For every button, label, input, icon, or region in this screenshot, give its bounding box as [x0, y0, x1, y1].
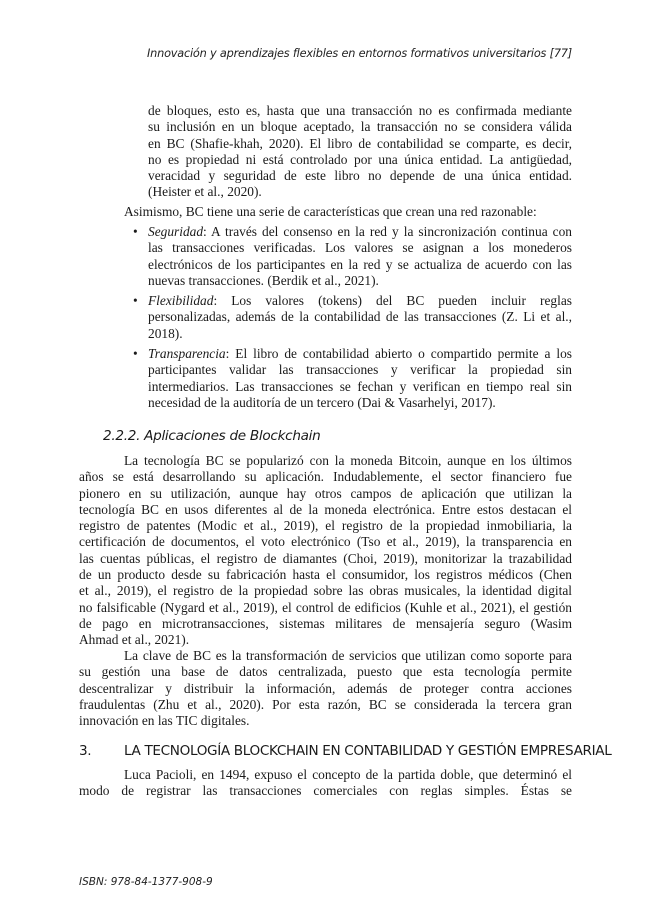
- running-header: Innovación y aprendizajes flexibles en entornos formativos universitarios [77]: [147, 47, 572, 60]
- bullet-label: Flexibilidad: [148, 293, 214, 309]
- text-line: [148, 346, 572, 362]
- bullet-list: [133, 224, 572, 411]
- text-line: veracidad y seguridad de este libro no depende de una única entidad.: [148, 168, 572, 184]
- text-line: La tecnología BC se popularizó con la moneda Bitcoin, aunque en los últimos: [124, 453, 572, 468]
- bullet-icon: •: [133, 293, 138, 309]
- section-heading-3: [79, 743, 611, 759]
- intro-line-block: [124, 204, 574, 220]
- text-line: [148, 224, 572, 240]
- bullet-label: Seguridad: [148, 224, 204, 239]
- text-line: innovación en las TIC digitales.: [79, 713, 250, 729]
- text-line: de bloques, esto es, hasta que una transacción no es confirmada mediante: [148, 103, 572, 118]
- paragraph-key: [79, 648, 572, 729]
- text-line: necesidad de la auditoría de un tercero (Dai & Vasarhelyi, 2017).: [148, 394, 496, 410]
- paragraph-applications: [79, 453, 572, 649]
- text-line: certificación de documentos, el voto electrónico (Tso et al., 2019), la transparencia en: [79, 534, 572, 550]
- bullet-text: : Los valores (tokens) del BC pueden incluir reglas: [213, 293, 572, 309]
- section-number: 3.: [79, 743, 92, 759]
- text-line: las cuentas públicas, el registro de diamantes (Choi, 2019), monitorizar la trazabilidad: [79, 550, 572, 566]
- text-line: registro de patentes (Modic et al., 2019), el registro de la propiedad inmobiliaria, la: [79, 518, 572, 534]
- text-line: electrónicos de los participantes en la red y se actualiza de acuerdo con las: [148, 256, 572, 272]
- text-line: de pago en microtransacciones, sistemas militares de mensajería seguro (Wasim: [79, 615, 572, 631]
- text-line: participantes validar las transacciones y verificar la propiedad sin: [148, 362, 572, 378]
- text-line: [148, 293, 572, 309]
- text-line: su inclusión en un bloque aceptado, la transacción no se considera válida: [148, 119, 572, 135]
- text-line: de un producto desde su fabricación hasta el consumidor, los registros médicos (Chen: [79, 567, 572, 583]
- text-line: La clave de BC es la transformación de servicios que utilizan como soporte para: [124, 648, 572, 663]
- text-line: pionero en su utilización, aunque hay otros campos de aplicación que utilizan la: [79, 485, 572, 501]
- text-line: personalizadas, además de la contabilidad de las transacciones (Z. Li et al.,: [148, 309, 572, 325]
- text-line: fraudulentas (Zhu et al., 2020). Por esta razón, BC se considerada la tercera gran: [79, 696, 572, 712]
- text-line: 2018).: [148, 325, 183, 341]
- text-line: años se está desarrollando su aplicación. Indudablemente, el sector financiero fue: [79, 469, 572, 485]
- text-line: Ahmad et al., 2021).: [79, 632, 190, 648]
- text-line: tecnología BC en usos diferentes al de la moneda electrónica. Entre estos destacan el: [79, 501, 572, 517]
- text-line: las transacciones verificadas. Los valores se asignan a los monederos: [148, 240, 572, 256]
- section-title: LA TECNOLOGÍA BLOCKCHAIN EN CONTABILIDAD Y GESTIÓN EMPRESARIAL: [124, 743, 612, 759]
- bullet-text: : El libro de contabilidad abierto o compartido permite a los: [225, 346, 572, 362]
- text-line: modo de registrar las transacciones comerciales con reglas simples. Éstas se: [79, 783, 572, 799]
- text-line: intermediarios. Las transacciones se fechan y verifican en tiempo real sin: [148, 378, 572, 394]
- bullet-item: [133, 293, 572, 342]
- text-line: no falsificable (Nygard et al., 2019), el control de edificios (Kuhle et al., 2021), el gestión: [79, 599, 572, 615]
- text-line: nuevas transacciones. (Berdik et al., 2021).: [148, 272, 379, 288]
- intro-line: Asimismo, BC tiene una serie de características que crean una red razonable:: [124, 204, 537, 219]
- text-line: et al., 2019), el registro de la propiedad sobre las obras musicales, la identidad digital: [79, 583, 572, 599]
- text-line: en BC (Shafie-khah, 2020). El libro de contabilidad se comparte, es decir,: [148, 135, 572, 151]
- text-line: (Heister et al., 2020).: [148, 184, 262, 200]
- isbn-footer: ISBN: 978-84-1377-908-9: [79, 876, 213, 888]
- text-line: descentralizar y distribuir la información, además de proteger contra acciones: [79, 680, 572, 696]
- bullet-icon: •: [133, 224, 138, 239]
- paragraph-pacioli: [79, 767, 572, 800]
- text-line: su gestión una base de datos centralizada, puesto que esta tecnología permite: [79, 664, 572, 680]
- bullet-item: [133, 346, 572, 411]
- bullet-icon: •: [133, 346, 138, 362]
- bullet-item: [133, 224, 572, 289]
- section-heading-2-2-2: 2.2.2. Aplicaciones de Blockchain: [103, 428, 321, 444]
- continuation-block: [148, 103, 572, 201]
- bullet-label: Transparencia: [148, 346, 226, 362]
- text-line: no es propiedad ni está controlado por una única entidad. La antigüedad,: [148, 151, 572, 167]
- bullet-text: : A través del consenso en la red y la sincronización continua con: [203, 224, 572, 239]
- text-line: Luca Pacioli, en 1494, expuso el concepto de la partida doble, que determinó el: [124, 767, 572, 782]
